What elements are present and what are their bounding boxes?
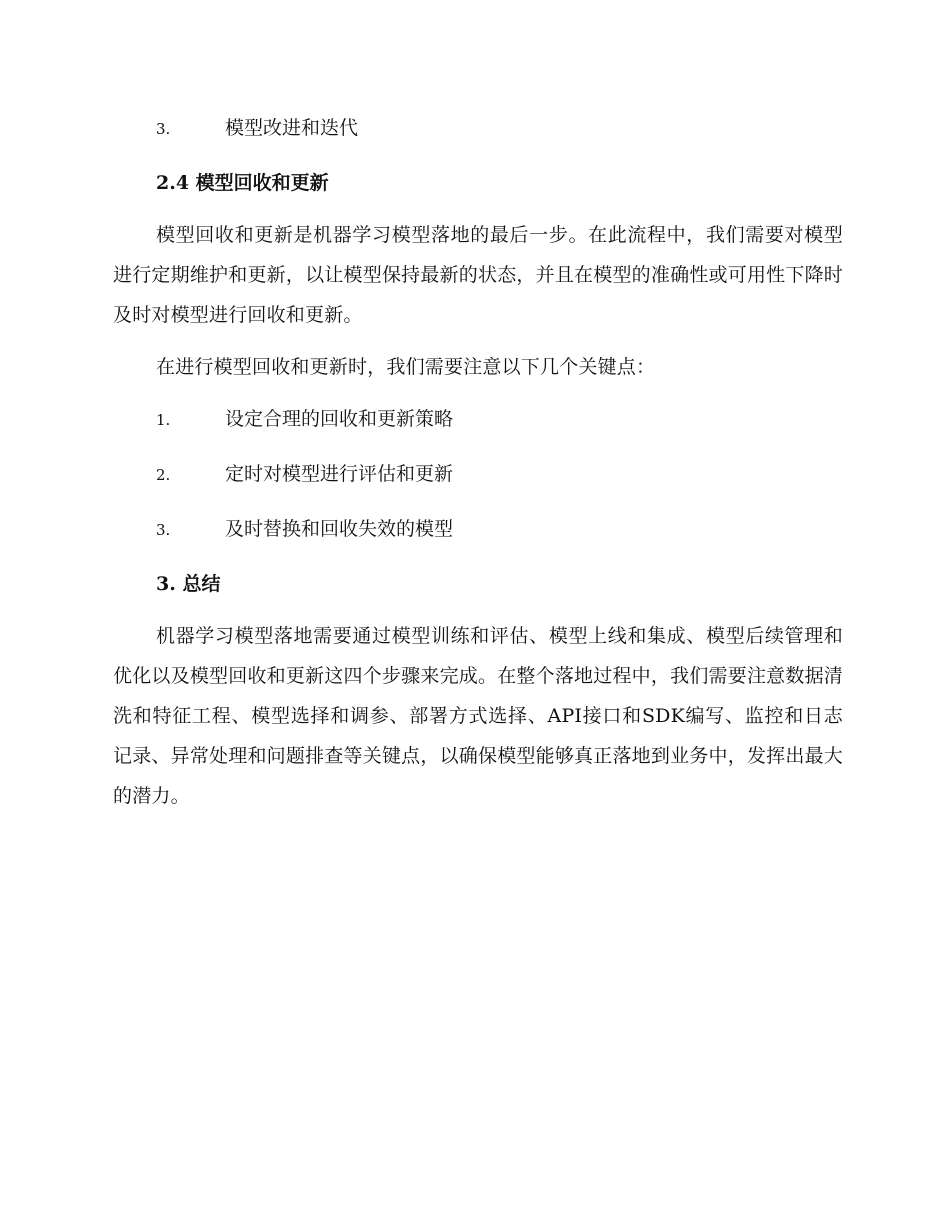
paragraph: 模型回收和更新是机器学习模型落地的最后一步。在此流程中，我们需要对模型进行定期维护和更新，以让模型保持最新的状态，并且在模型的准确性或可用性下降时及时对模型进行回收和更新。: [113, 224, 843, 326]
list-item: [113, 108, 843, 148]
document-content: [113, 108, 843, 828]
list-item: [113, 399, 843, 439]
list-item-text: 设定合理的回收和更新策略: [225, 408, 454, 430]
list-item-number: 3.: [156, 521, 171, 539]
section-heading-2-4: 2.4 模型回收和更新: [156, 172, 329, 194]
list-item-number: 2.: [156, 466, 171, 484]
list-item-number: 3.: [156, 120, 171, 138]
list-item-text: 及时替换和回收失效的模型: [225, 518, 454, 540]
list-item: [113, 509, 843, 549]
list-item-text: 模型改进和迭代: [225, 117, 359, 139]
list-item-number: 1.: [156, 411, 171, 429]
list-item-text: 定时对模型进行评估和更新: [225, 463, 454, 485]
paragraph: 在进行模型回收和更新时，我们需要注意以下几个关键点：: [156, 356, 656, 378]
paragraph: 机器学习模型落地需要通过模型训练和评估、模型上线和集成、模型后续管理和优化以及模型回收和更新这四个步骤来完成。在整个落地过程中，我们需要注意数据清洗和特征工程、模型选择和调参、部署方式选择、API接口和SDK编写、监控和日志记录、异常处理和问题排查等关键点，以确保模型能够真正落地到业务中，发挥出最大的潜力。: [113, 625, 843, 807]
section-heading-3: 3. 总结: [156, 573, 221, 595]
list-item: [113, 454, 843, 494]
